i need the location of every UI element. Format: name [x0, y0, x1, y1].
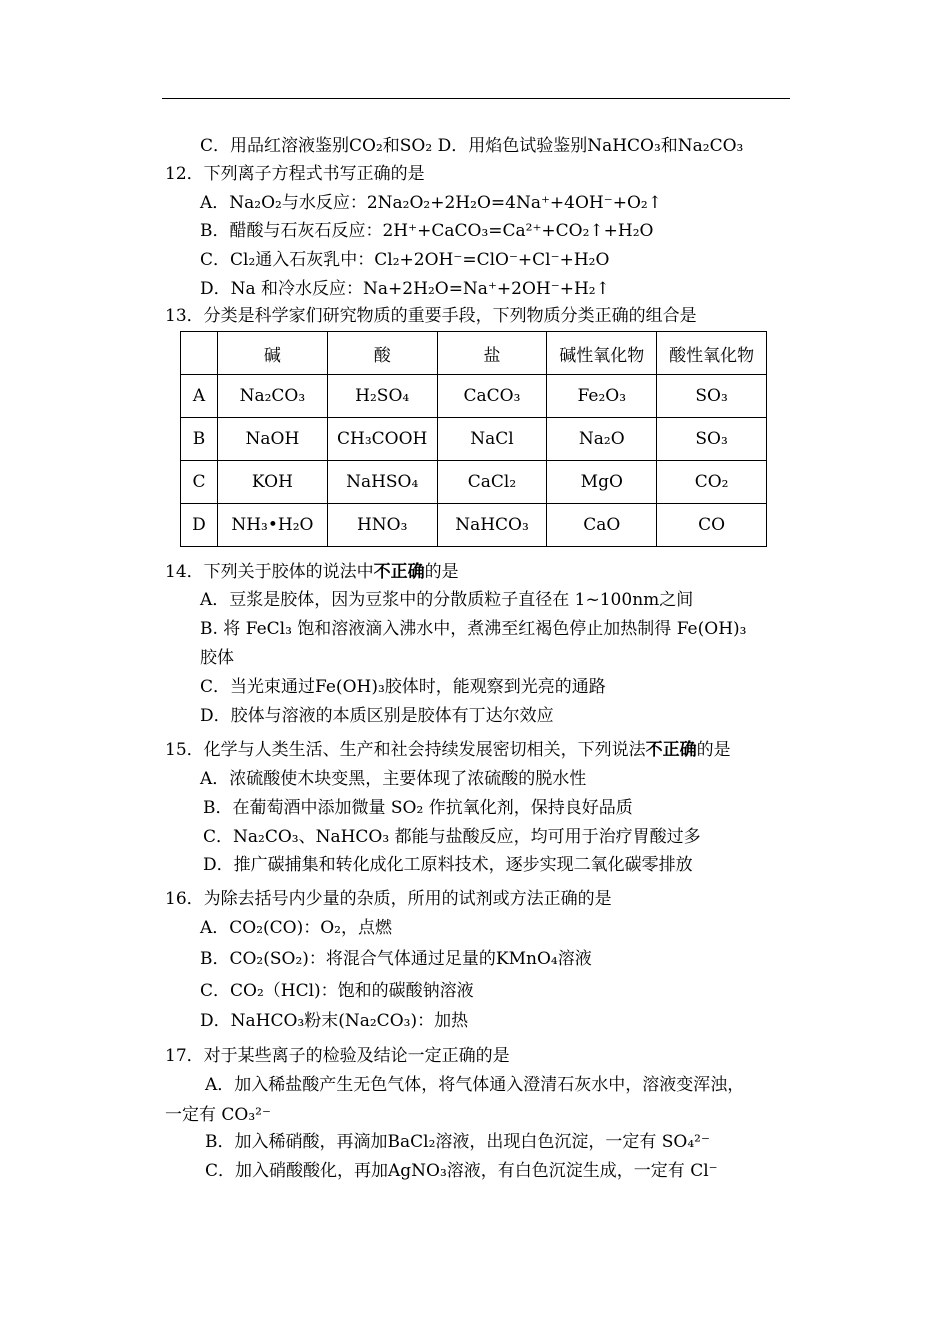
table-header-cell: 碱: [218, 332, 328, 375]
classification-table: [180, 331, 767, 547]
q16-option-c: C．CO₂（HCl)：饱和的碳酸钠溶液: [200, 981, 474, 1001]
q14-option-c: C．当光束通过Fe(OH)₃胶体时，能观察到光亮的通路: [200, 677, 606, 697]
table-cell: D: [181, 504, 218, 547]
q15-stem-text: 15．化学与人类生活、生产和社会持续发展密切相关，下列说法: [165, 740, 646, 760]
q13-stem: 13．分类是科学家们研究物质的重要手段，下列物质分类正确的组合是: [165, 306, 697, 326]
table-cell: NaHSO₄: [327, 461, 437, 504]
q15-option-d: D．推广碳捕集和转化成化工原料技术，逐步实现二氧化碳零排放: [203, 855, 693, 875]
table-cell: Na₂CO₃: [218, 375, 328, 418]
q14-stem-end: 的是: [424, 562, 459, 582]
table-cell: CO: [657, 504, 767, 547]
table-cell: B: [181, 418, 218, 461]
q12-option-d: D．Na 和冷水反应：Na+2H₂O=Na⁺+2OH⁻+H₂↑: [200, 279, 610, 299]
table-cell: CaCl₂: [437, 461, 547, 504]
table-cell: CaO: [547, 504, 657, 547]
q17-stem: 17．对于某些离子的检验及结论一定正确的是: [165, 1046, 510, 1066]
table-row: [181, 504, 767, 547]
table-cell: SO₃: [657, 418, 767, 461]
q17-option-a-cont: 一定有 CO₃²⁻: [165, 1105, 271, 1125]
q15-stem-end: 的是: [696, 740, 731, 760]
q12-option-a: A．Na₂O₂与水反应：2Na₂O₂+2H₂O=4Na⁺+4OH⁻+O₂↑: [200, 193, 662, 213]
table-cell: CO₂: [657, 461, 767, 504]
table-header-cell: [181, 332, 218, 375]
q17-option-c: C．加入硝酸酸化，再加AgNO₃溶液，有白色沉淀生成，一定有 Cl⁻: [205, 1161, 718, 1181]
table-cell: Fe₂O₃: [547, 375, 657, 418]
table-cell: C: [181, 461, 218, 504]
table-cell: A: [181, 375, 218, 418]
table-header-cell: 盐: [437, 332, 547, 375]
q15-option-a: A．浓硫酸使木块变黑，主要体现了浓硫酸的脱水性: [200, 769, 587, 789]
q17-option-b: B．加入稀硝酸，再滴加BaCl₂溶液，出现白色沉淀，一定有 SO₄²⁻: [205, 1132, 710, 1152]
table-cell: KOH: [218, 461, 328, 504]
q15-option-c: C．Na₂CO₃、NaHCO₃ 都能与盐酸反应，均可用于治疗胃酸过多: [203, 827, 701, 847]
q15-emphasis: 不正确: [645, 740, 697, 760]
table-cell: HNO₃: [327, 504, 437, 547]
table-row: [181, 375, 767, 418]
q12-option-b: B．醋酸与石灰石反应：2H⁺+CaCO₃=Ca²⁺+CO₂↑+H₂O: [200, 221, 654, 241]
table-header-cell: 碱性氧化物: [547, 332, 657, 375]
table-cell: SO₃: [657, 375, 767, 418]
q15-option-b: B．在葡萄酒中添加微量 SO₂ 作抗氧化剂，保持良好品质: [203, 798, 633, 818]
table-header-cell: 酸性氧化物: [657, 332, 767, 375]
q16-stem: 16．为除去括号内少量的杂质，所用的试剂或方法正确的是: [165, 889, 612, 909]
q11-option-cd: C．用品红溶液鉴别CO₂和SO₂ D．用焰色试验鉴别NaHCO₃和Na₂CO₃: [200, 136, 744, 156]
table-cell: H₂SO₄: [327, 375, 437, 418]
q14-option-b: B. 将 FeCl₃ 饱和溶液滴入沸水中，煮沸至红褐色停止加热制得 Fe(OH)₃: [200, 619, 747, 639]
table-cell: CaCO₃: [437, 375, 547, 418]
table-cell: NaOH: [218, 418, 328, 461]
table-header-row: [181, 332, 767, 375]
q14-stem: [165, 561, 459, 583]
table-cell: NH₃•H₂O: [218, 504, 328, 547]
q16-option-a: A．CO₂(CO)：O₂，点燃: [200, 918, 392, 938]
table-cell: NaHCO₃: [437, 504, 547, 547]
q14-stem-text: 14．下列关于胶体的说法中: [165, 562, 374, 582]
header-rule: [162, 98, 790, 99]
q15-stem: [165, 739, 731, 761]
table-row: [181, 461, 767, 504]
table-header-cell: 酸: [327, 332, 437, 375]
q12-option-c: C．Cl₂通入石灰乳中：Cl₂+2OH⁻=ClO⁻+Cl⁻+H₂O: [200, 250, 610, 270]
q14-option-d: D．胶体与溶液的本质区别是胶体有丁达尔效应: [200, 706, 554, 726]
table-cell: NaCl: [437, 418, 547, 461]
q12-stem: 12．下列离子方程式书写正确的是: [165, 164, 425, 184]
q17-option-a: A．加入稀盐酸产生无色气体，将气体通入澄清石灰水中，溶液变浑浊，: [205, 1075, 745, 1095]
table-cell: CH₃COOH: [327, 418, 437, 461]
q14-option-a: A．豆浆是胶体，因为豆浆中的分散质粒子直径在 1~100nm之间: [200, 590, 694, 610]
q14-emphasis: 不正确: [373, 562, 425, 582]
q16-option-d: D．NaHCO₃粉末(Na₂CO₃)：加热: [200, 1011, 469, 1031]
table-row: [181, 418, 767, 461]
q16-option-b: B．CO₂(SO₂)：将混合气体通过足量的KMnO₄溶液: [200, 949, 592, 969]
table-cell: Na₂O: [547, 418, 657, 461]
table-cell: MgO: [547, 461, 657, 504]
q14-option-b-cont: 胶体: [200, 648, 234, 668]
